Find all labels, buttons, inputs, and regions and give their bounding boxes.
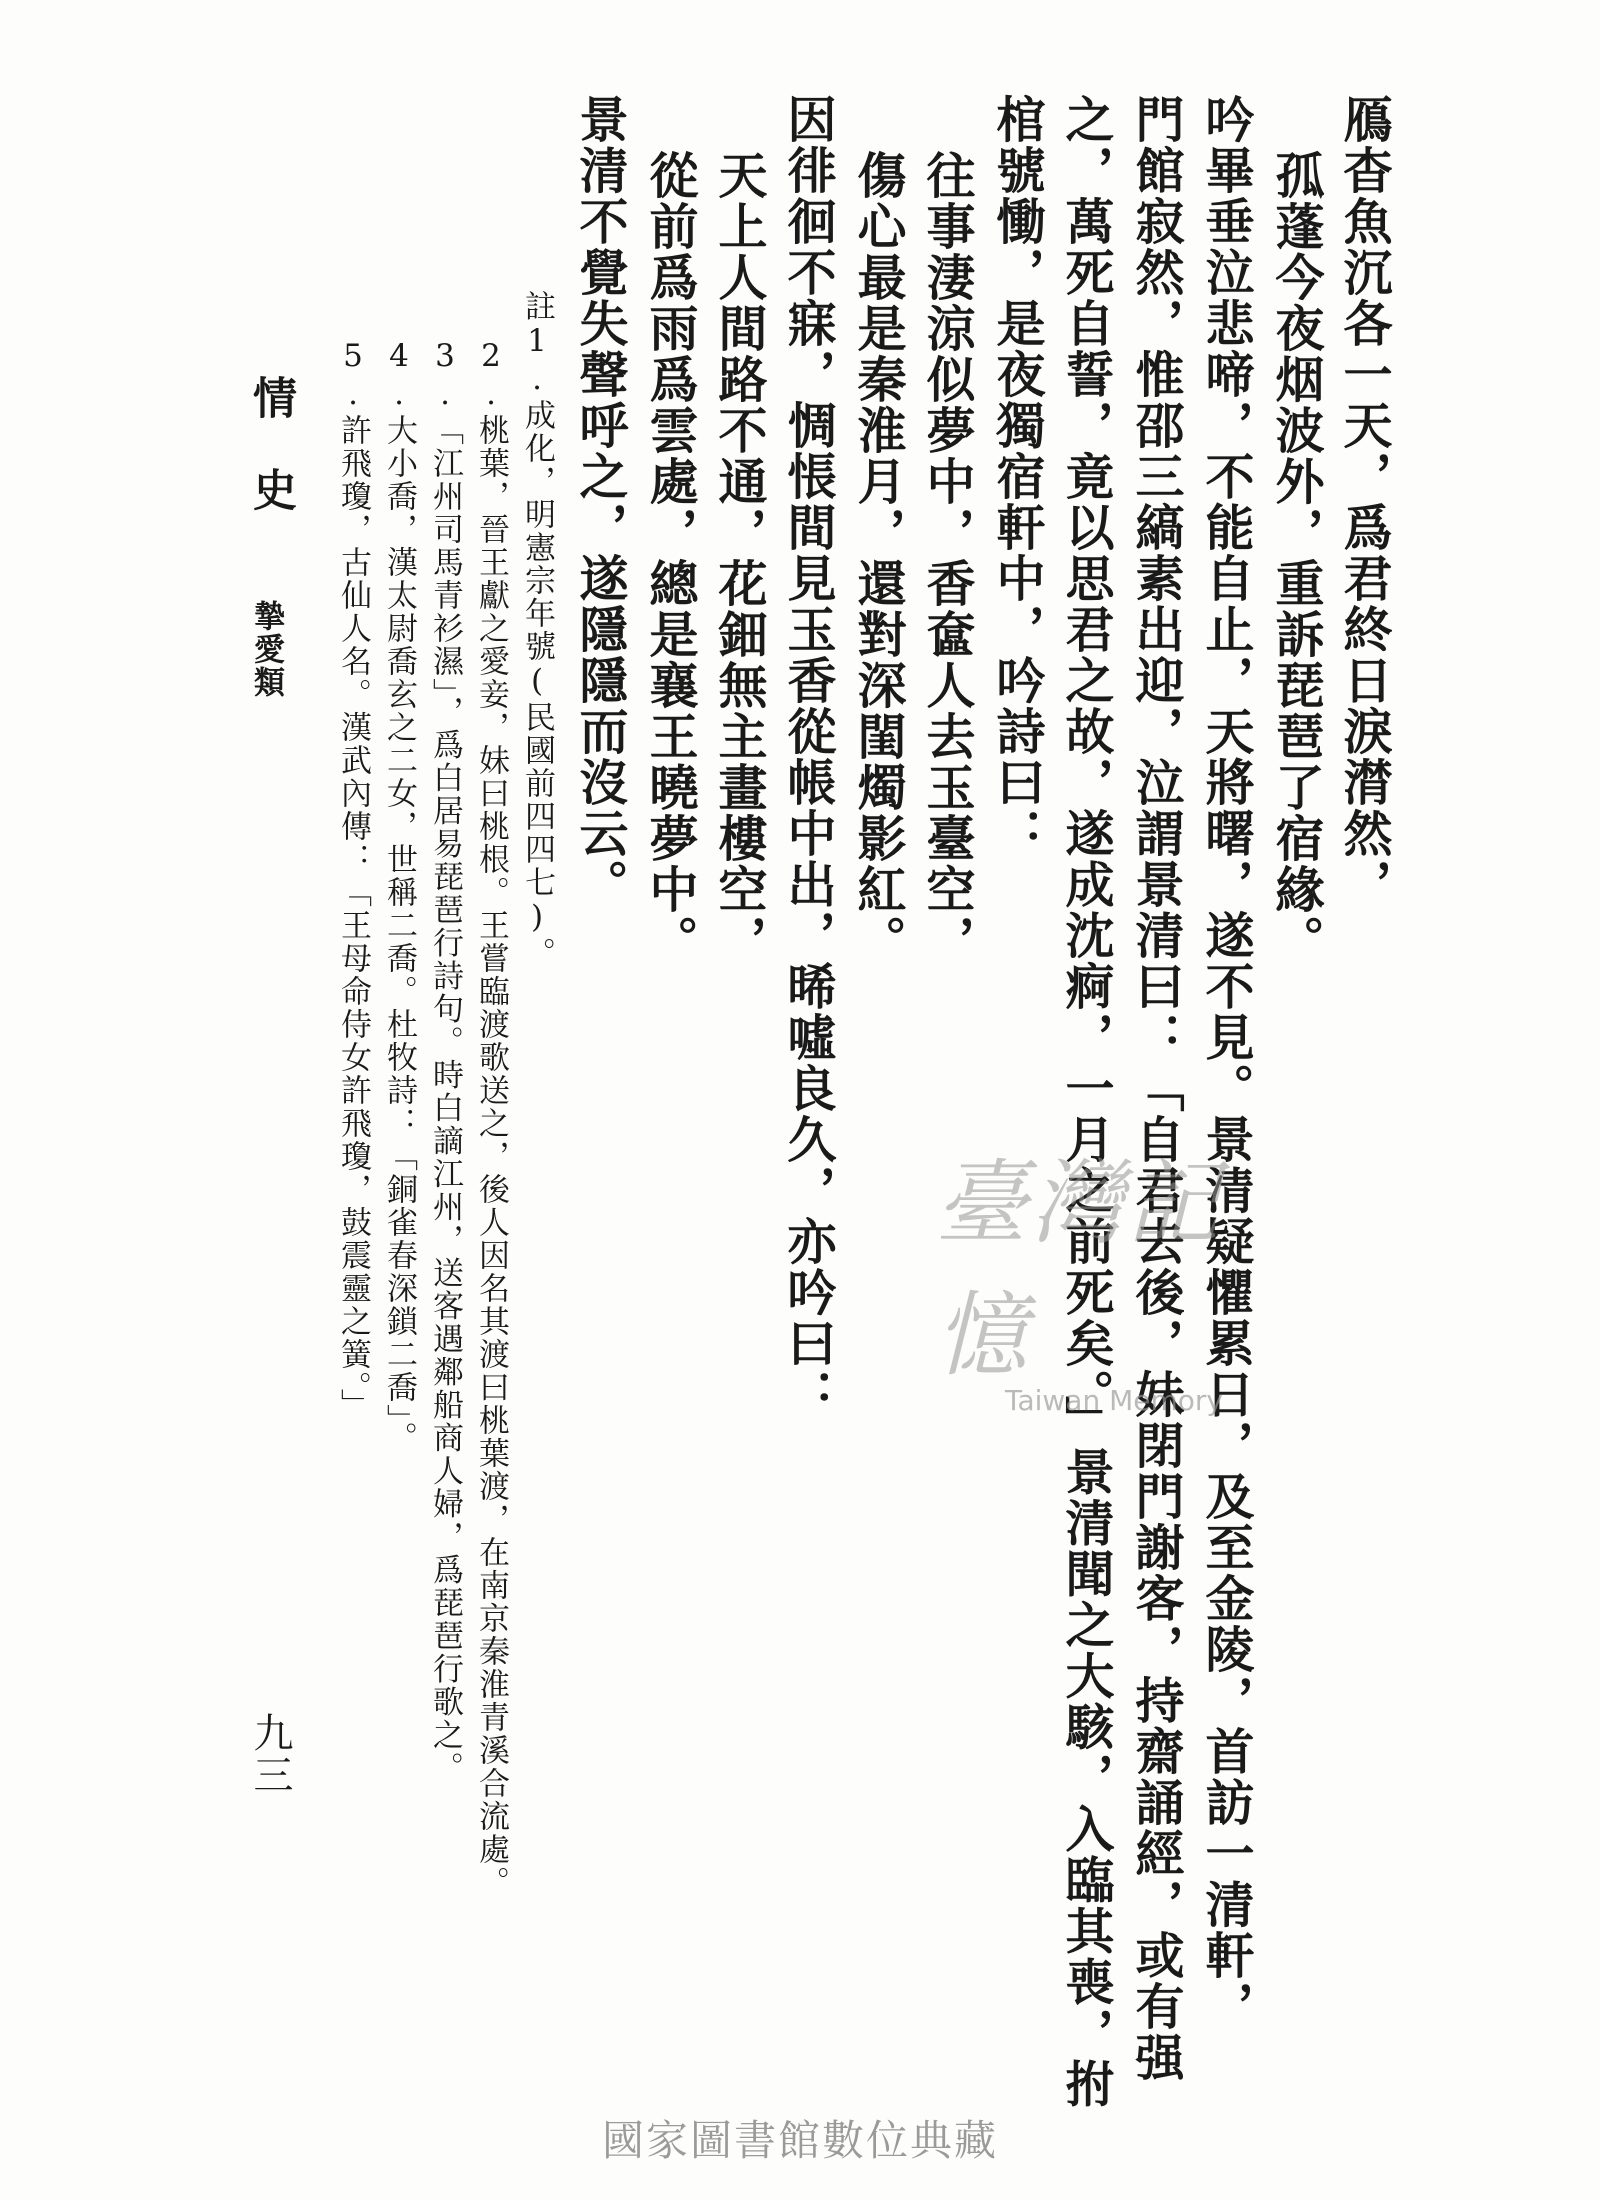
main-text-column-3: 吟畢垂泣悲啼，不能自止，天將曙，遂不見。景清疑懼累日，及至金陵，首訪一清軒， (1198, 94, 1256, 2032)
running-header-title: 情 史 (245, 375, 296, 513)
main-text-column-8: 傷心最是秦淮月，還對深閨燭影紅。 (850, 150, 908, 966)
main-text-column-11: 從前爲雨爲雲處，總是襄王曉夢中。 (642, 150, 700, 966)
watermark-text: 臺灣記憶 (935, 1150, 1224, 1389)
note-4: 4.大小喬，漢太尉喬玄之二女，世稱二喬。杜牧詩：「銅雀春深鎖二喬」。 (381, 338, 417, 1455)
main-text-column-9: 因徘徊不寐，惆悵間見玉香從帳中出，晞噓良久，亦吟曰： (780, 94, 838, 1420)
main-text-column-10: 天上人間路不通，花鈿無主畫樓空， (711, 150, 769, 966)
note-1: 註1.成化，明憲宗年號(民國前四四七)。 (519, 290, 555, 970)
running-header-category: 摯愛類 (248, 600, 284, 699)
main-text-column-6: 棺號慟，是夜獨宿軒中，吟詩曰： (989, 94, 1047, 859)
page-number: 九三 (247, 1712, 293, 1796)
main-text-column-1: 鴈杳魚沉各一天，爲君終日淚潸然， (1336, 94, 1394, 910)
main-text-column-4: 門館寂然，惟邵三縞素出迎，泣謂景清曰：「自君去後，妹閉門謝客，持齋誦經，或有强 (1128, 94, 1186, 2083)
main-text-column-7: 往事淒涼似夢中，香奩人去玉臺空， (919, 150, 977, 966)
main-text-column-5: 之，萬死自誓，竟以思君之故，遂成沈痾，一月之前死矣。」景清聞之大駭，入臨其喪，拊 (1058, 94, 1116, 2110)
note-3: 3.「江州司馬青衫濕」，爲白居易琵琶行詩句。時白謫江州，送客遇鄰船商人婦，爲琵琶行歌之。 (427, 338, 463, 1785)
main-text-column-2: 孤蓬今夜烟波外，重訴琵琶了宿緣。 (1268, 150, 1326, 966)
watermark-subtext: Taiwan Memory (1005, 1384, 1223, 1417)
note-5: 5.許飛瓊，古仙人名。漢武內傳：「王母命侍女許飛瓊，鼓震靈之簧。」 (335, 338, 371, 1422)
footer-credit: 國家圖書館數位典藏 (601, 2116, 998, 2165)
note-2: 2.桃葉，晉王獻之愛妾，妹曰桃根。王嘗臨渡歌送之，後人因名其渡曰桃葉渡，在南京秦淮青溪合流處。 (473, 338, 509, 1899)
main-text-column-12: 景清不覺失聲呼之，遂隱隱而沒云。 (572, 94, 630, 910)
